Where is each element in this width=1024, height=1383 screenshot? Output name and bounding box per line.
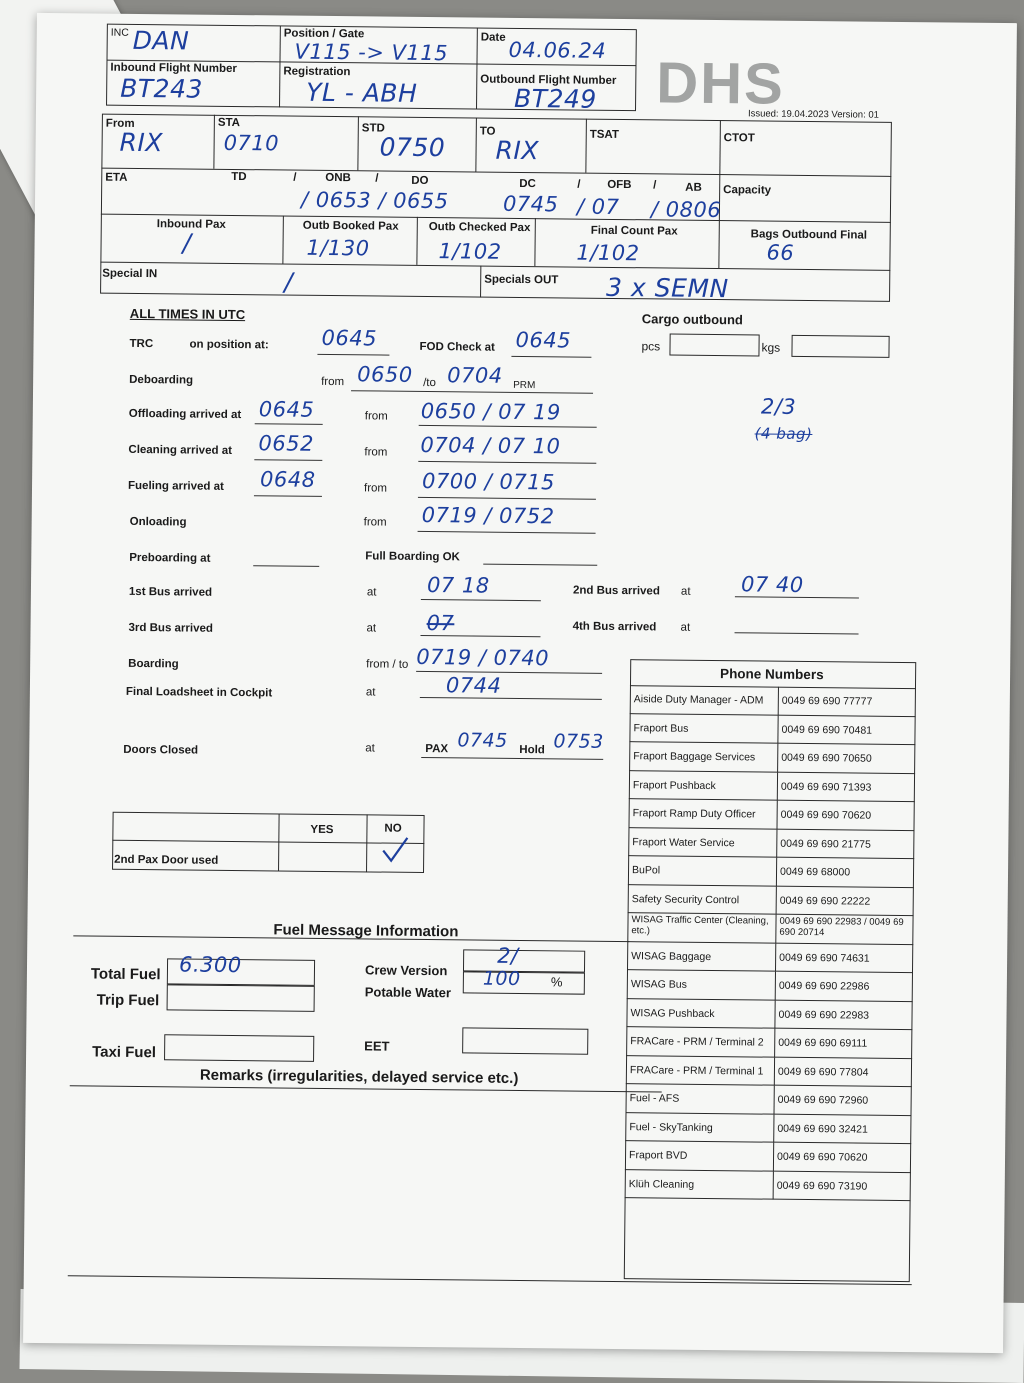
inbound-flight-value: BT243 xyxy=(120,73,203,104)
phone-row xyxy=(629,771,915,802)
crew-version-label: Crew Version xyxy=(364,962,448,979)
phone-contact-name: BuPol xyxy=(631,864,661,877)
phone-contact-name: Fraport Bus xyxy=(633,721,689,735)
position-gate-label: Position / Gate xyxy=(283,27,365,41)
on-position-label: on position at: xyxy=(189,338,269,352)
outbound-flight-value: BT249 xyxy=(513,83,597,114)
registration-label: Registration xyxy=(283,65,351,79)
phone-contact-name: Fraport BVD xyxy=(628,1149,688,1162)
remarks-label: Remarks (irregularities, delayed service etc.) xyxy=(199,1066,519,1088)
phone-number: 0049 69 690 22983 / 0049 69 690 20714 xyxy=(779,915,904,939)
no-label: NO xyxy=(384,822,402,835)
ab-value: / 0806 xyxy=(650,197,722,223)
eet-field[interactable] xyxy=(462,1027,588,1054)
total-fuel-value: 6.300 xyxy=(178,952,242,978)
deboarding-to-label: /to xyxy=(423,376,436,390)
loadsheet-at-label: at xyxy=(365,686,376,699)
deboarding-from-label: from xyxy=(321,375,345,389)
fueling-at-value: 0648 xyxy=(259,467,316,492)
outb-booked-label: Outb Booked Pax xyxy=(302,219,399,233)
cleaning-at-value: 0652 xyxy=(258,431,315,456)
phone-row xyxy=(626,1056,912,1087)
phone-row xyxy=(626,1027,912,1058)
phone-number: 0049 69 690 70481 xyxy=(781,723,873,737)
phone-contact-name: Fraport Ramp Duty Officer xyxy=(632,807,756,821)
phone-contact-name: WISAG Pushback xyxy=(630,1006,715,1020)
phone-contact-name: Safety Security Control xyxy=(631,892,740,906)
phone-number: 0049 69 690 74631 xyxy=(779,951,870,965)
std-value: 0750 xyxy=(379,132,446,163)
to-label: TO xyxy=(479,125,496,138)
phone-contact-name: Fuel - AFS xyxy=(629,1092,680,1105)
pax-door-row-label: 2nd Pax Door used xyxy=(114,853,219,867)
pax-label: PAX xyxy=(425,743,449,756)
kgs-label: kgs xyxy=(761,340,781,355)
fod-value: 0645 xyxy=(515,327,572,353)
bus4-label: 4th Bus arrived xyxy=(572,620,657,634)
capacity-label: Capacity xyxy=(723,184,772,197)
phone-contact-name: FRACare - PRM / Terminal 1 xyxy=(629,1063,764,1078)
boarding-value: 0719 / 0740 xyxy=(416,644,550,671)
from-label: From xyxy=(105,117,135,130)
fod-label: FOD Check at xyxy=(419,340,495,354)
dhs-logo: DHS xyxy=(655,50,786,117)
inc-label: INC xyxy=(110,26,129,39)
phone-row xyxy=(625,1170,911,1201)
cleaning-from-value: 0704 / 07 10 xyxy=(420,432,561,459)
from-value: RIX xyxy=(119,127,164,158)
tsat-label: TSAT xyxy=(589,128,619,142)
potable-water-field[interactable] xyxy=(463,971,585,994)
bus3-label: 3rd Bus arrived xyxy=(128,621,213,635)
deboarding-label: Deboarding xyxy=(129,373,194,387)
registration-value: YL - ABH xyxy=(306,77,418,108)
bus2-label: 2nd Bus arrived xyxy=(572,584,660,598)
bags-value: 66 xyxy=(766,240,795,265)
taxi-fuel-label: Taxi Fuel xyxy=(92,1043,157,1062)
fueling-label: Fueling arrived at xyxy=(127,479,224,493)
slash-4: / xyxy=(653,179,657,192)
ctot-label: CTOT xyxy=(723,132,755,145)
fueling-from-value: 0700 / 0715 xyxy=(421,468,556,495)
final-count-label: Final Count Pax xyxy=(590,224,678,238)
cleaning-from-label: from xyxy=(364,446,388,459)
ground-handling-form xyxy=(23,13,1017,1353)
phone-number: 0049 69 690 22222 xyxy=(779,894,871,908)
phone-number: 0049 69 690 70620 xyxy=(776,1150,868,1164)
phone-row xyxy=(628,885,914,916)
phone-row xyxy=(628,828,914,859)
phone-row xyxy=(630,685,916,716)
phone-row xyxy=(627,970,913,1001)
offloading-note: 2/3 xyxy=(760,394,797,419)
outbound-flight-label: Outbound Flight Number xyxy=(480,73,617,87)
prm-label: PRM xyxy=(513,379,536,392)
loadsheet-label: Final Loadsheet in Cockpit xyxy=(125,685,273,700)
phone-contact-name: WISAG Baggage xyxy=(631,949,712,963)
full-boarding-label: Full Boarding OK xyxy=(365,550,460,564)
dc-label: DC xyxy=(519,177,536,191)
bus3-at-label: at xyxy=(366,622,377,635)
boarding-label: Boarding xyxy=(128,657,179,671)
pcs-label: pcs xyxy=(641,339,661,354)
yes-label: YES xyxy=(310,823,334,837)
bus1-label: 1st Bus arrived xyxy=(128,585,213,599)
sta-label: STA xyxy=(217,116,241,130)
doors-label: Doors Closed xyxy=(123,743,199,757)
pcs-field[interactable] xyxy=(669,334,759,357)
offloading-at-value: 0645 xyxy=(258,397,315,422)
phone-row xyxy=(627,913,913,944)
phone-contact-name: FRACare - PRM / Terminal 2 xyxy=(630,1035,764,1049)
date-value: 04.06.24 xyxy=(508,37,607,63)
dc-value: 0745 xyxy=(502,191,559,217)
phone-contact-name: Fraport Baggage Services xyxy=(633,750,756,764)
phone-row xyxy=(626,1084,912,1115)
remarks-field[interactable] xyxy=(68,1085,662,1281)
offloading-note-struck: (4 bag) xyxy=(754,424,813,444)
phone-row xyxy=(625,1113,911,1144)
inbound-flight-label: Inbound Flight Number xyxy=(110,61,237,76)
trc-label: TRC xyxy=(129,337,154,351)
potable-water-label: Potable Water xyxy=(364,984,452,1001)
inbound-pax-label: Inbound Pax xyxy=(156,218,226,231)
std-label: STD xyxy=(361,122,385,135)
phone-row xyxy=(625,1141,911,1172)
check-icon xyxy=(380,835,410,865)
cleaning-label: Cleaning arrived at xyxy=(128,443,233,457)
outb-booked-value: 1/130 xyxy=(306,235,370,261)
inc-value: DAN xyxy=(132,25,190,56)
ofb-value: / 07 xyxy=(576,194,620,220)
phone-number: 0049 69 690 77777 xyxy=(781,694,873,708)
hold-value: 0753 xyxy=(553,730,604,753)
inbound-pax-value: / xyxy=(182,228,192,258)
offloading-label: Offloading arrived at xyxy=(128,407,242,422)
phone-number: 0049 69 690 70620 xyxy=(780,808,872,822)
boarding-from-to-label: from / to xyxy=(366,658,409,671)
phone-number: 0049 69 690 77804 xyxy=(777,1065,869,1079)
bus1-value: 07 18 xyxy=(426,573,490,598)
outb-checked-value: 1/102 xyxy=(438,239,502,264)
loadsheet-value: 0744 xyxy=(445,673,502,698)
phone-row xyxy=(626,999,912,1030)
date-label: Date xyxy=(480,31,506,44)
phone-number: 0049 69 690 32421 xyxy=(777,1122,868,1136)
eet-label: EET xyxy=(364,1038,390,1054)
bus2-at-label: at xyxy=(680,585,691,598)
ab-label: AB xyxy=(685,181,702,194)
sta-value: 0710 xyxy=(223,130,280,156)
do-label: DO xyxy=(411,174,429,188)
phone-number: 0049 69 690 72960 xyxy=(777,1093,869,1107)
doors-at-label: at xyxy=(365,742,375,755)
phone-number: 0049 69 690 69111 xyxy=(778,1036,868,1050)
phone-number: 0049 69 690 21775 xyxy=(780,837,871,851)
specials-out-value: 3 x SEMN xyxy=(605,272,729,304)
cargo-label: Cargo outbound xyxy=(641,311,743,328)
crew-version-field[interactable] xyxy=(463,949,585,972)
slash-2: / xyxy=(375,172,379,185)
kgs-field[interactable] xyxy=(791,335,889,358)
onb-do-value: / 0653 / 0655 xyxy=(300,187,449,214)
outb-checked-label: Outb Checked Pax xyxy=(428,221,531,235)
ofb-label: OFB xyxy=(607,178,632,192)
position-gate-value: V115 -> V115 xyxy=(294,39,449,66)
onloading-from-value: 0719 / 0752 xyxy=(421,502,555,529)
percent-label: % xyxy=(550,974,563,990)
phone-row xyxy=(628,856,914,887)
bus1-at-label: at xyxy=(366,586,377,599)
offloading-from-value: 0650 / 07 19 xyxy=(420,398,561,425)
final-count-value: 1/102 xyxy=(576,240,640,266)
trip-fuel-label: Trip Fuel xyxy=(96,991,160,1010)
phone-contact-name: Fuel - SkyTanking xyxy=(629,1120,713,1134)
trip-fuel-field[interactable] xyxy=(167,984,315,1012)
phone-number: 0049 69 68000 xyxy=(779,865,851,879)
phone-number: 0049 69 690 73190 xyxy=(776,1179,868,1193)
phone-number: 0049 69 690 70650 xyxy=(781,751,872,765)
phone-contact-name: Aiside Duty Manager - ADM xyxy=(633,693,764,707)
offloading-from-label: from xyxy=(364,410,388,423)
to-value: RIX xyxy=(495,135,540,166)
phone-contact-name: WISAG Traffic Center (Cleaning, etc.) xyxy=(631,914,769,937)
phone-row xyxy=(627,942,913,973)
issued-text: Issued: 19.04.2023 Version: 01 xyxy=(747,108,880,121)
taxi-fuel-field[interactable] xyxy=(164,1034,314,1062)
eta-label: ETA xyxy=(105,171,128,184)
onloading-label: Onloading xyxy=(129,515,187,529)
phone-row xyxy=(629,742,915,773)
special-in-label: Special IN xyxy=(102,267,158,281)
phone-row xyxy=(629,714,915,745)
onb-label: ONB xyxy=(325,171,351,185)
td-label: TD xyxy=(231,170,247,184)
fueling-from-label: from xyxy=(363,482,388,495)
deboarding-to-value: 0704 xyxy=(447,363,503,388)
deboarding-from-value: 0650 xyxy=(357,362,413,387)
bus2-value: 07 40 xyxy=(740,572,804,597)
phone-row xyxy=(628,799,914,830)
bus4-at-label: at xyxy=(680,621,691,634)
phone-contact-name: Klüh Cleaning xyxy=(628,1177,695,1191)
on-position-value: 0645 xyxy=(321,325,378,351)
onloading-from-label: from xyxy=(363,516,387,529)
utc-title: ALL TIMES IN UTC xyxy=(129,305,246,323)
phone-number: 0049 69 690 22986 xyxy=(778,979,870,993)
preboarding-label: Preboarding at xyxy=(129,551,211,565)
bus3-value: 07 xyxy=(426,611,455,636)
phone-contact-name: WISAG Bus xyxy=(630,978,687,991)
bags-label: Bags Outbound Final xyxy=(750,228,868,242)
phone-title: Phone Numbers xyxy=(720,666,824,683)
total-fuel-label: Total Fuel xyxy=(90,965,161,984)
slash-3: / xyxy=(577,178,581,191)
fuel-title: Fuel Message Information xyxy=(273,921,459,941)
crew-version-value: 2/ xyxy=(497,943,519,968)
specials-out-label: Specials OUT xyxy=(484,273,559,287)
phone-contact-name: Fraport Pushback xyxy=(632,778,716,792)
slash-1: / xyxy=(293,171,297,184)
phone-number: 0049 69 690 22983 xyxy=(778,1008,870,1022)
phone-number: 0049 69 690 71393 xyxy=(780,780,872,794)
hold-label: Hold xyxy=(519,743,545,757)
phone-contact-name: Fraport Water Service xyxy=(632,835,735,849)
potable-water-value: 100 xyxy=(482,967,521,991)
special-in-value: / xyxy=(284,267,294,297)
pax-value: 0745 xyxy=(457,729,508,752)
